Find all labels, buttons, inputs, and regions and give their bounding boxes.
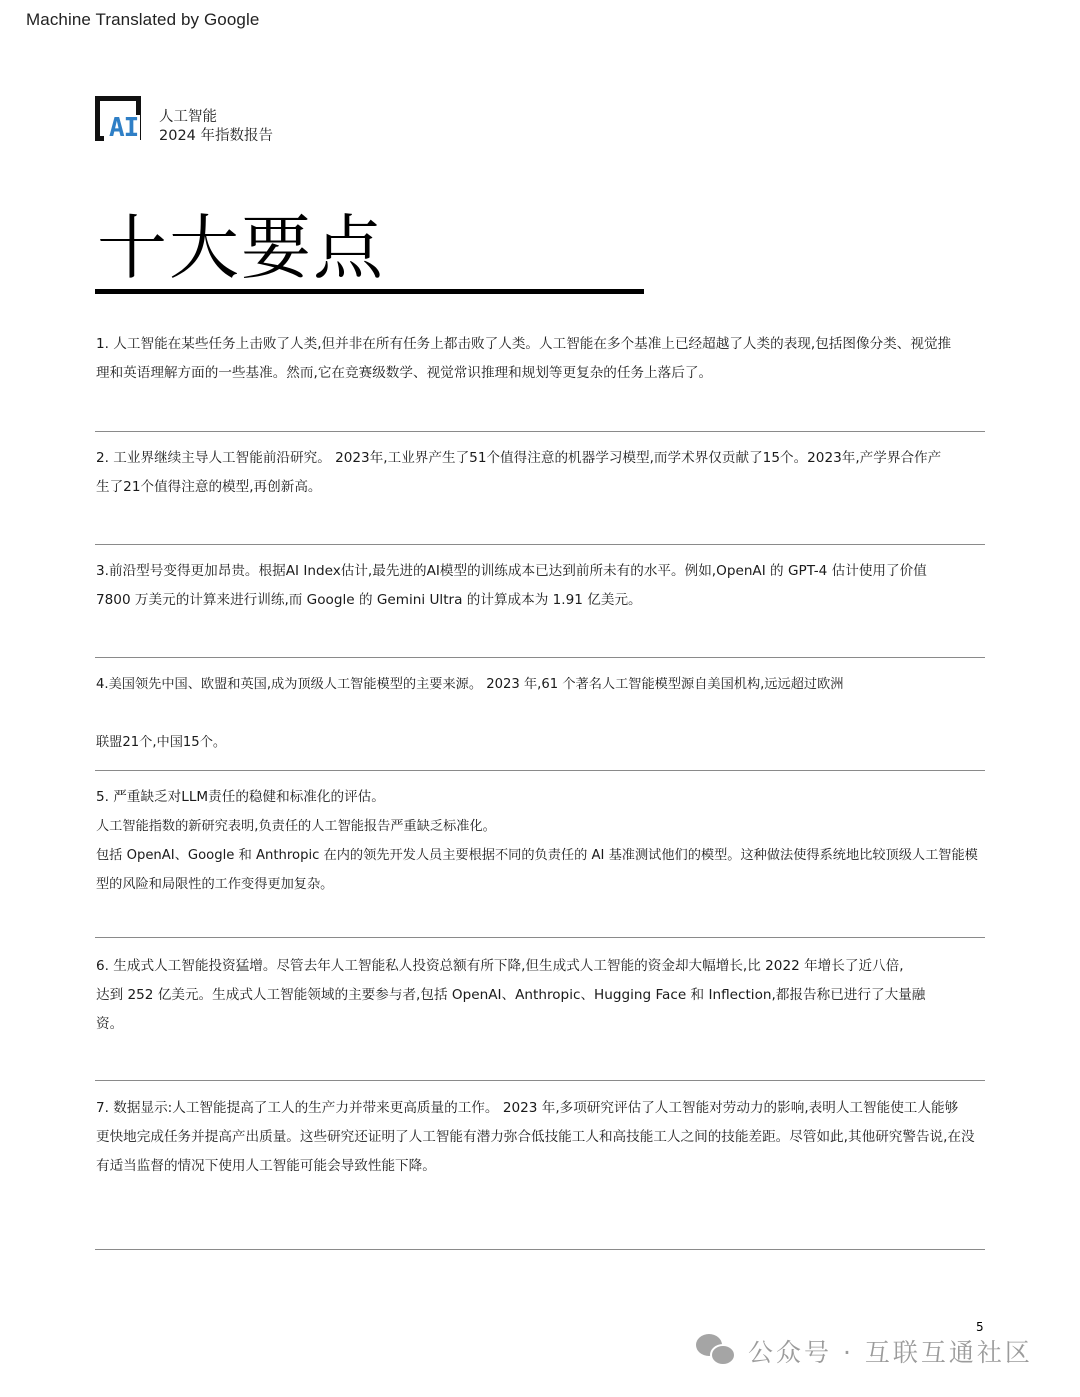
point-line: 7800 万美元的计算来进行训练,而 Google 的 Gemini Ultra 的计算成本为 1.91 亿美元。 xyxy=(96,592,642,608)
logo-line-1: 人工智能 xyxy=(159,109,217,125)
wechat-watermark xyxy=(696,1333,1033,1369)
divider xyxy=(95,1249,985,1250)
point-line: 资。 xyxy=(96,1016,124,1032)
point-line: 人工智能指数的新研究表明,负责任的人工智能报告严重缺乏标准化。 xyxy=(96,819,496,834)
point-line: 生了21个值得注意的模型,再创新高。 xyxy=(96,479,322,495)
divider xyxy=(95,1080,985,1081)
point-line: 7. 数据显示:人工智能提高了工人的生产力并带来更高质量的工作。 2023 年,多项研究评估了人工智能对劳动力的影响,表明人工智能使工人能够 xyxy=(96,1100,959,1116)
ai-logo-icon xyxy=(95,96,149,142)
key-point-4 xyxy=(96,670,986,757)
key-point-3 xyxy=(96,557,986,615)
key-point-7 xyxy=(96,1094,986,1181)
key-point-5 xyxy=(96,783,986,899)
page-number: 5 xyxy=(976,1320,984,1334)
point-line: 5. 严重缺乏对LLM责任的稳健和标准化的评估。 xyxy=(96,789,385,805)
page-title: 十大要点 xyxy=(97,207,385,289)
machine-translated-banner: Machine Translated by Google xyxy=(26,10,260,29)
logo-line-2: 2024 年指数报告 xyxy=(159,128,274,144)
point-line: 包括 OpenAI、Google 和 Anthropic 在内的领先开发人员主要根据不同的负责任的 AI 基准测试他们的模型。这种做法使得系统地比较顶级人工智能模 xyxy=(96,848,978,863)
divider xyxy=(95,544,985,545)
point-line: 4.美国领先中国、欧盟和英国,成为顶级人工智能模型的主要来源。 2023 年,61 个著名人工智能模型源自美国机构,远远超过欧洲 xyxy=(96,677,844,692)
point-line: 型的风险和局限性的工作变得更加复杂。 xyxy=(96,877,334,892)
point-line: 更快地完成任务并提高产出质量。这些研究还证明了人工智能有潜力弥合低技能工人和高技能工人之间的技能差距。尽管如此,其他研究警告说,在没 xyxy=(96,1129,975,1145)
divider xyxy=(95,657,985,658)
point-line xyxy=(96,699,986,728)
point-line: 有适当监督的情况下使用人工智能可能会导致性能下降。 xyxy=(96,1158,436,1174)
point-line: 3.前沿型号变得更加昂贵。根据AI Index估计,最先进的AI模型的训练成本已达到前所未有的水平。例如,OpenAI 的 GPT-4 估计使用了价值 xyxy=(96,563,927,579)
point-line: 达到 252 亿美元。生成式人工智能领域的主要参与者,包括 OpenAI、Anthropic、Hugging Face 和 Inflection,都报告称已进行了大量融 xyxy=(96,987,926,1003)
logo-mark-text: AI xyxy=(109,113,139,143)
divider xyxy=(95,937,985,938)
key-point-1 xyxy=(96,330,986,388)
point-line: 2. 工业界继续主导人工智能前沿研究。 2023年,工业界产生了51个值得注意的机器学习模型,而学术界仅贡献了15个。2023年,产学界合作产 xyxy=(96,450,942,466)
point-line: 1. 人工智能在某些任务上击败了人类,但并非在所有任务上都击败了人类。人工智能在多个基准上已经超越了人类的表现,包括图像分类、视觉推 xyxy=(96,336,952,352)
key-point-2 xyxy=(96,444,986,502)
divider xyxy=(95,770,985,771)
watermark-text: 公众号 · 互联互通社区 xyxy=(748,1338,1033,1367)
point-line: 6. 生成式人工智能投资猛增。尽管去年人工智能私人投资总额有所下降,但生成式人工智能的资金却大幅增长,比 2022 年增长了近八倍, xyxy=(96,958,904,974)
title-underline xyxy=(95,289,644,294)
point-line: 联盟21个,中国15个。 xyxy=(96,735,227,750)
divider xyxy=(95,431,985,432)
ai-index-logo xyxy=(95,96,273,146)
point-line: 理和英语理解方面的一些基准。然而,它在竞赛级数学、视觉常识推理和规划等更复杂的任务上落后了。 xyxy=(96,365,713,381)
wechat-icon xyxy=(696,1334,738,1368)
key-point-6 xyxy=(96,952,986,1039)
logo-text xyxy=(159,108,273,146)
